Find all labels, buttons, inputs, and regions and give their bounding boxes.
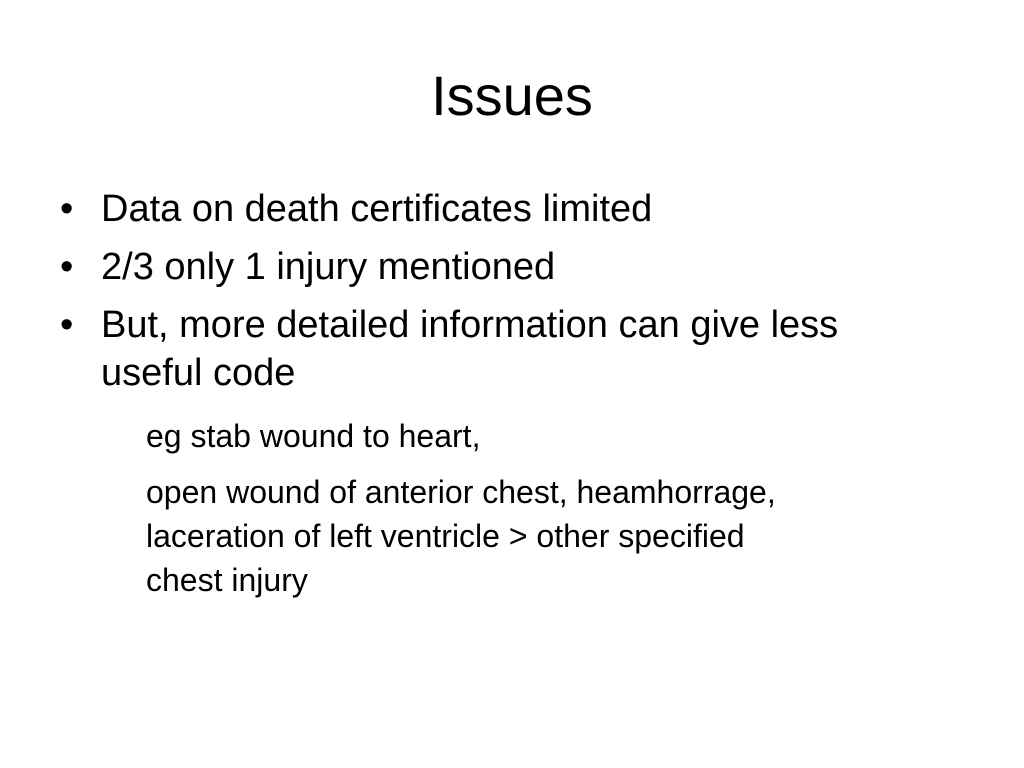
- bullet-text: Data on death certificates limited: [101, 188, 653, 230]
- bullet-list: [60, 185, 960, 407]
- sub-bullet-item: [146, 414, 966, 458]
- sub-bullet-line: eg stab wound to heart,: [146, 418, 481, 454]
- sub-bullet-line: chest injury: [146, 562, 308, 598]
- bullet-marker: •: [60, 246, 74, 288]
- slide-title: Issues: [431, 64, 593, 127]
- sub-bullet-list: [146, 414, 966, 614]
- bullet-text: But, more detailed information can give less useful code: [101, 304, 839, 394]
- sub-bullet-line: open wound of anterior chest, heamhorrage,: [146, 474, 776, 510]
- bullet-item: [60, 185, 960, 233]
- sub-bullet-line: laceration of left ventricle > other specified: [146, 518, 745, 554]
- bullet-item: [60, 243, 960, 291]
- bullet-item: [60, 301, 931, 397]
- sub-bullet-item: [146, 470, 966, 602]
- bullet-marker: •: [60, 188, 74, 230]
- bullet-text: 2/3 only 1 injury mentioned: [101, 246, 556, 288]
- bullet-marker: •: [60, 304, 74, 346]
